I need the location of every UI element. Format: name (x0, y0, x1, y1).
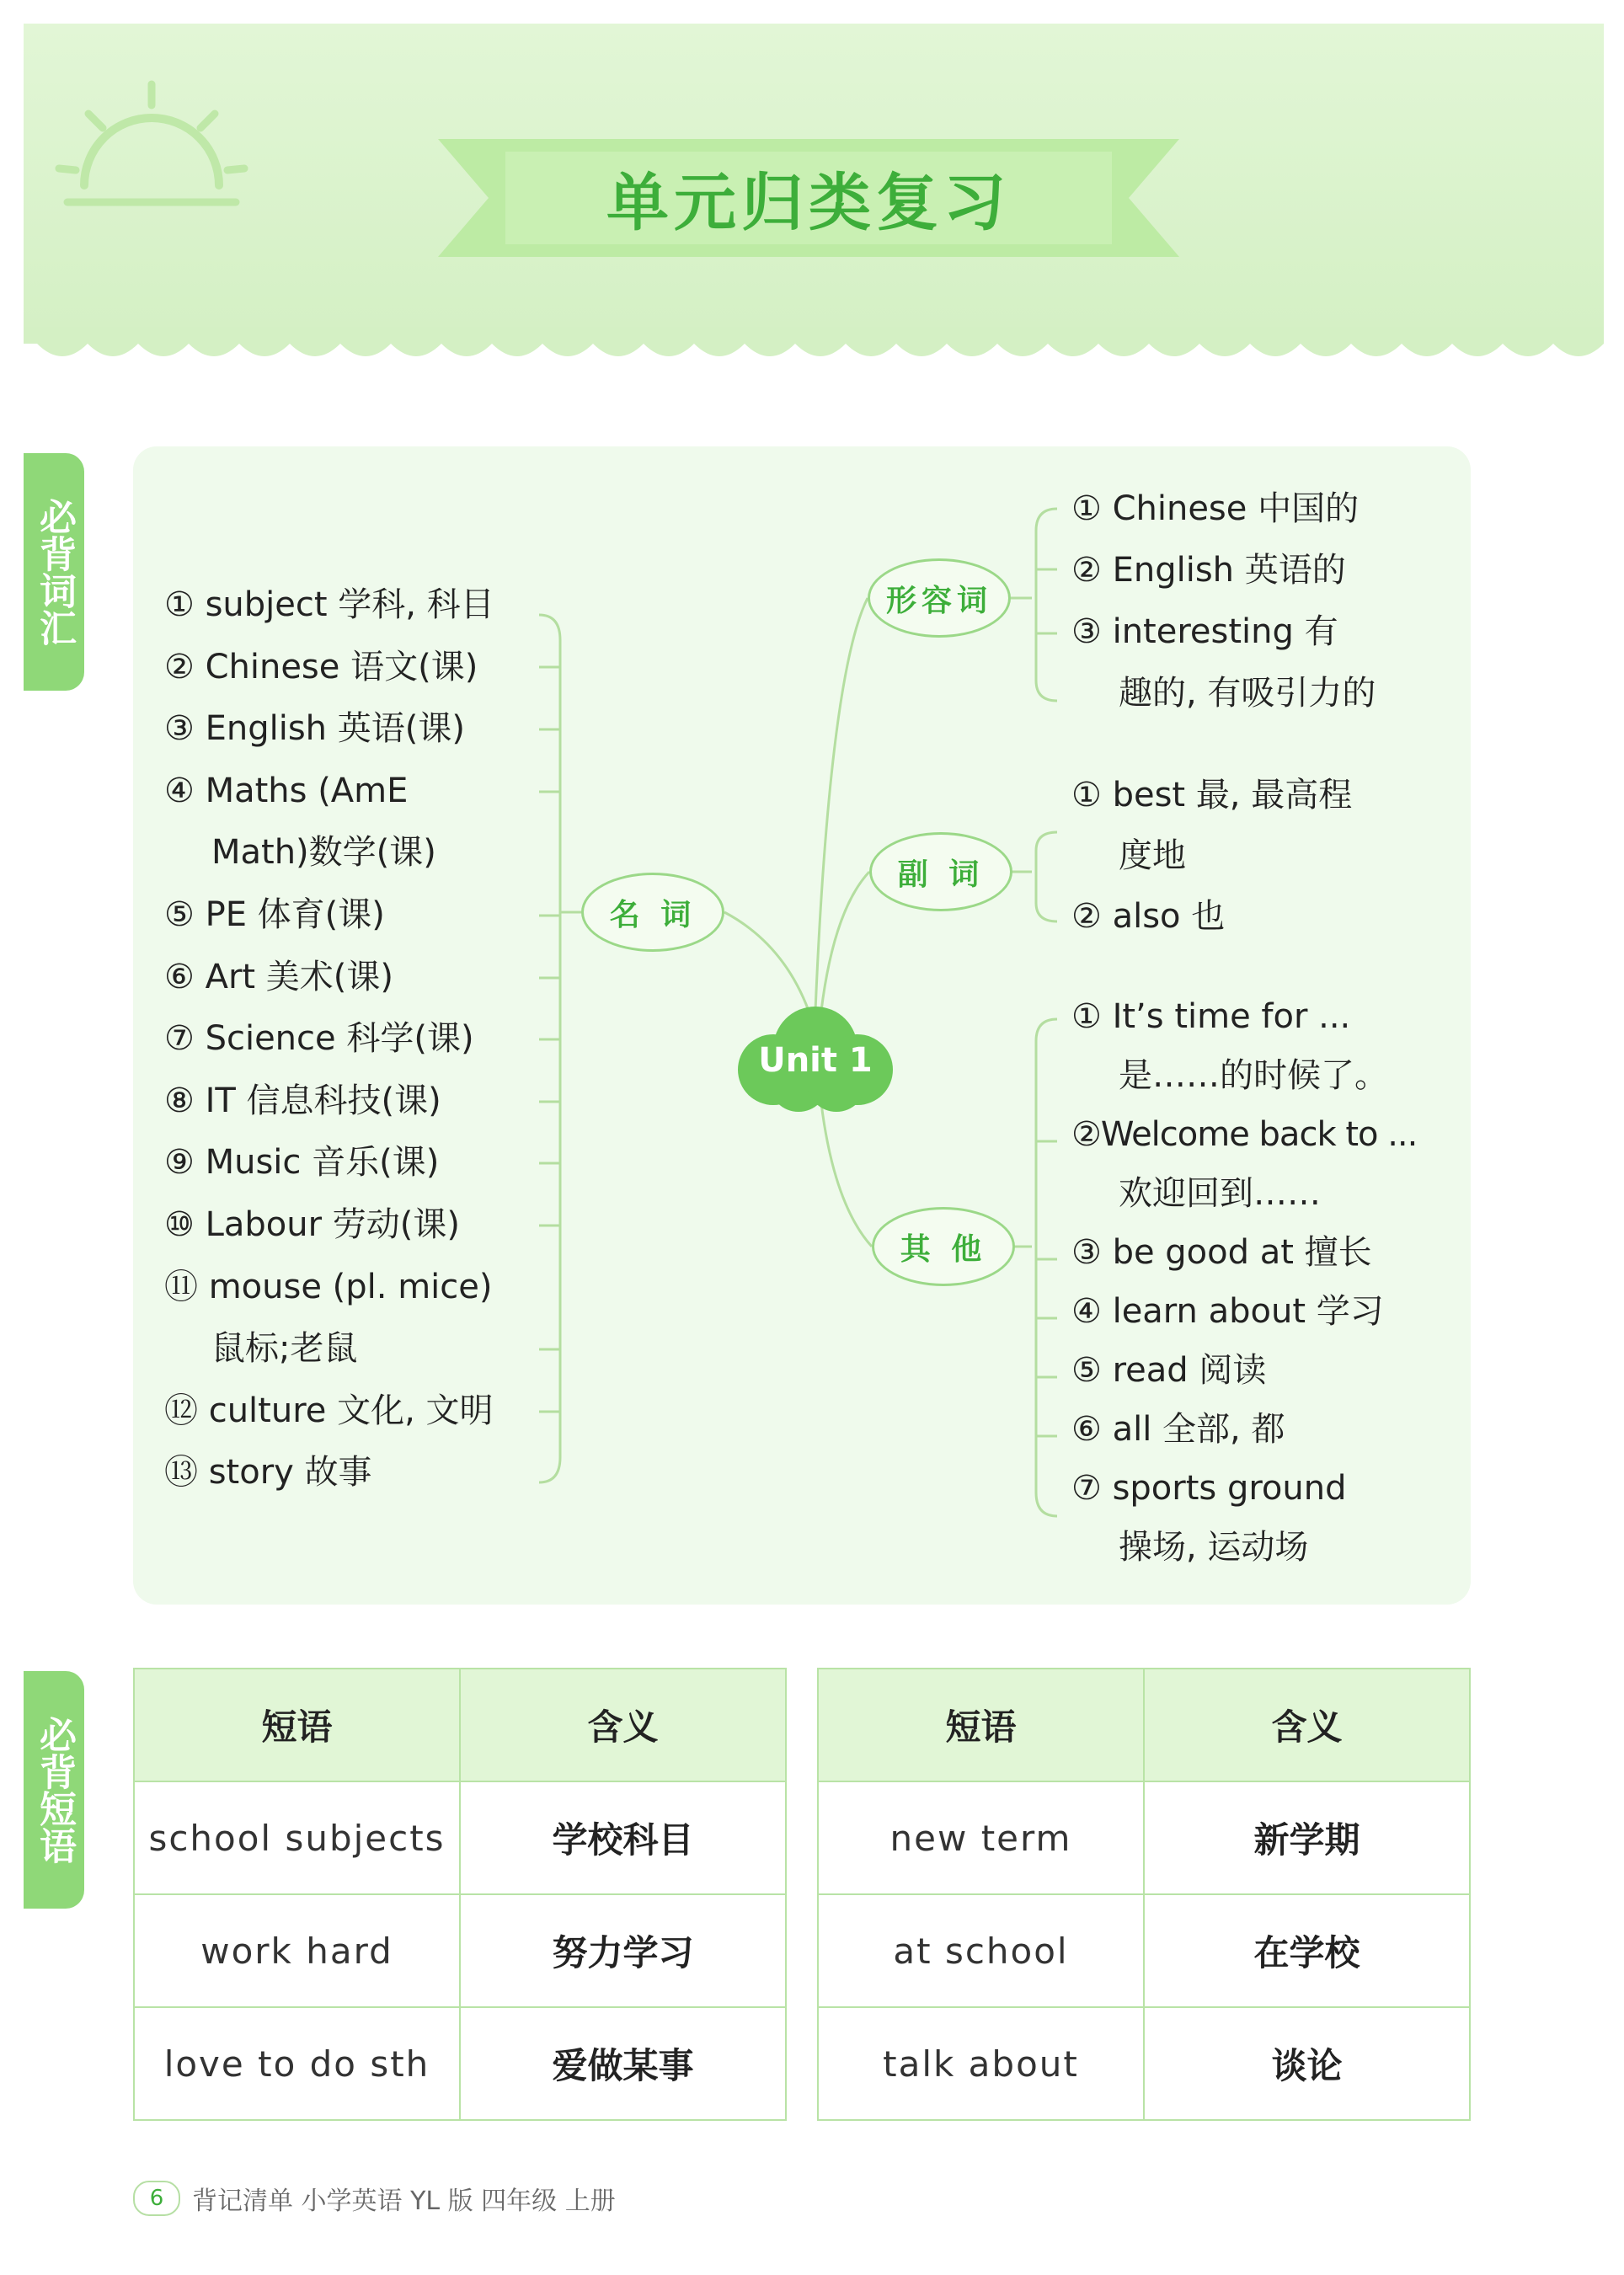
meaning-cell: 爱做某事 (460, 2007, 786, 2120)
side-tab-vocab-label: 必背词汇 (33, 498, 76, 646)
noun-item: ⑤ PE 体育(课) (164, 895, 385, 934)
adjective-item: ① Chinese 中国的 (1071, 489, 1360, 528)
phrase-cell: school subjects (134, 1781, 460, 1894)
noun-item: ⑫ culture 文化, 文明 (164, 1391, 494, 1430)
noun-item: ③ English 英语(课) (164, 709, 465, 749)
side-tab-phrases-label: 必背短语 (33, 1716, 76, 1864)
meaning-cell: 谈论 (1144, 2007, 1470, 2120)
other-item: ④ learn about 学习 (1071, 1292, 1384, 1331)
other-item: ⑦ sports ground (1071, 1469, 1347, 1508)
header-meaning: 含义 (460, 1669, 786, 1781)
adverb-list (1071, 765, 1450, 947)
branch-other-label: 其 他 (900, 1231, 987, 1267)
branch-adjective-label: 形容词 (885, 583, 992, 618)
adverb-item: ① best 最, 最高程 (1071, 776, 1353, 814)
other-item: ②Welcome back to ... (1071, 1115, 1418, 1154)
page-number: 6 (133, 2181, 180, 2216)
header-phrase: 短语 (134, 1669, 460, 1781)
other-item: ① It’s time for ... (1071, 997, 1351, 1036)
noun-item-continued: Math)数学(课) (211, 833, 436, 873)
other-item: ⑤ read 阅读 (1071, 1351, 1267, 1390)
table-gap (786, 1894, 818, 2007)
noun-item: ⑥ Art 美术(课) (164, 957, 393, 996)
noun-list (164, 574, 560, 1504)
phrase-cell: work hard (134, 1894, 460, 2007)
phrase-cell: new term (818, 1781, 1144, 1894)
phrase-cell: love to do sth (134, 2007, 460, 2120)
adjective-item-continued: 趣的, 有吸引力的 (1119, 674, 1376, 713)
noun-item: ⑦ Science 科学(课) (164, 1019, 474, 1059)
other-list (1071, 987, 1450, 1577)
adjective-item: ③ interesting 有 (1071, 612, 1338, 651)
adjective-item: ② English 英语的 (1071, 551, 1346, 590)
table-header-row (134, 1669, 1470, 1781)
branch-noun (581, 873, 724, 952)
other-item: ③ be good at 擅长 (1071, 1233, 1372, 1272)
adverb-item-continued: 度地 (1119, 836, 1186, 875)
noun-item: ⑪ mouse (pl. mice) (164, 1267, 493, 1306)
page-title: 单元归类复习 (606, 167, 1011, 239)
adjective-list (1071, 478, 1450, 724)
branch-other (872, 1207, 1015, 1286)
table-row (134, 2007, 1470, 2120)
branch-adverb (869, 832, 1012, 911)
other-item-continued: 欢迎回到…… (1119, 1174, 1321, 1213)
table-row (134, 1894, 1470, 2007)
noun-item: ⑧ IT 信息科技(课) (164, 1081, 441, 1120)
noun-item: ④ Maths (AmE (164, 771, 409, 810)
other-item-continued: 是……的时候了。 (1119, 1056, 1388, 1095)
table-row (134, 1781, 1470, 1894)
noun-item-continued: 鼠标;老鼠 (211, 1329, 358, 1369)
meaning-cell: 努力学习 (460, 1894, 786, 2007)
page-footer (133, 2180, 616, 2217)
branch-noun-label: 名 词 (609, 897, 697, 932)
table-gap (786, 1781, 818, 1894)
phrase-cell: talk about (818, 2007, 1144, 2120)
phrases-table (133, 1668, 1471, 2121)
branch-adverb-label: 副 词 (897, 857, 985, 892)
noun-item: ② Chinese 语文(课) (164, 647, 478, 686)
branch-adjective (868, 558, 1011, 638)
meaning-cell: 学校科目 (460, 1781, 786, 1894)
phrase-cell: at school (818, 1894, 1144, 2007)
header-meaning: 含义 (1144, 1669, 1470, 1781)
header-phrase: 短语 (818, 1669, 1144, 1781)
other-item-continued: 操场, 运动场 (1119, 1528, 1309, 1567)
noun-item: ⑬ story 故事 (164, 1453, 372, 1493)
table-gap (786, 1669, 818, 1781)
table-gap (786, 2007, 818, 2120)
meaning-cell: 在学校 (1144, 1894, 1470, 2007)
footer-book-title: 背记清单 小学英语 YL 版 四年级 上册 (192, 2187, 616, 2216)
other-item: ⑥ all 全部, 都 (1071, 1410, 1285, 1449)
noun-item: ⑩ Labour 劳动(课) (164, 1204, 460, 1244)
meaning-cell: 新学期 (1144, 1781, 1470, 1894)
noun-item: ⑨ Music 音乐(课) (164, 1143, 440, 1183)
noun-item: ① subject 学科, 科目 (164, 585, 494, 624)
adverb-item: ② also 也 (1071, 897, 1226, 936)
center-unit-label: Unit 1 (758, 1041, 873, 1080)
